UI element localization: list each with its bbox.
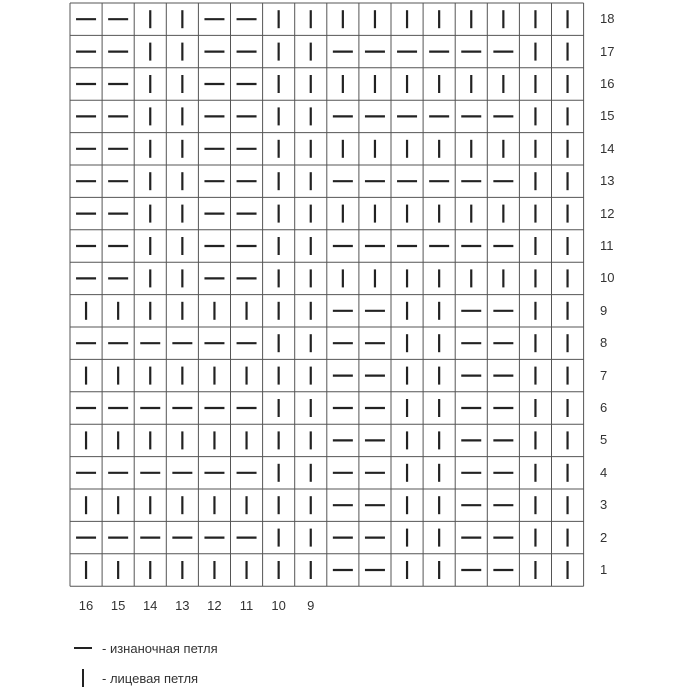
- column-number: 12: [207, 598, 222, 613]
- column-number: 15: [110, 598, 126, 613]
- row-number: 14: [600, 140, 615, 156]
- row-number: 4: [600, 464, 608, 480]
- row-number: 12: [600, 205, 615, 221]
- purl-symbol-icon: [74, 637, 102, 659]
- column-number: 16: [78, 598, 94, 613]
- row-number: 6: [600, 400, 608, 415]
- row-number: 5: [600, 432, 608, 448]
- legend-knit-label: - лицевая петля: [102, 670, 199, 686]
- column-number: 14: [142, 598, 158, 613]
- row-number: 13: [600, 173, 615, 189]
- row-number: 16: [600, 76, 615, 91]
- row-number: 11: [600, 238, 614, 253]
- row-number: 10: [600, 270, 615, 286]
- column-number: 9: [307, 598, 315, 613]
- legend-purl-label: - изнаночная петля: [102, 640, 218, 656]
- row-number: 8: [600, 335, 608, 351]
- knit-symbol-icon: [74, 667, 102, 689]
- row-number: 18: [600, 11, 615, 27]
- row-number: 15: [600, 108, 615, 124]
- legend-purl: [74, 637, 218, 659]
- row-number: 2: [600, 529, 608, 545]
- column-number: 10: [271, 598, 286, 613]
- row-number: 3: [600, 497, 608, 513]
- row-number: 9: [600, 302, 608, 318]
- row-number: 7: [600, 367, 608, 383]
- legend-knit: [74, 667, 198, 689]
- row-number: 1: [600, 562, 608, 577]
- column-number: 11: [239, 598, 254, 613]
- column-number: 13: [175, 598, 190, 613]
- row-number: 17: [600, 43, 615, 59]
